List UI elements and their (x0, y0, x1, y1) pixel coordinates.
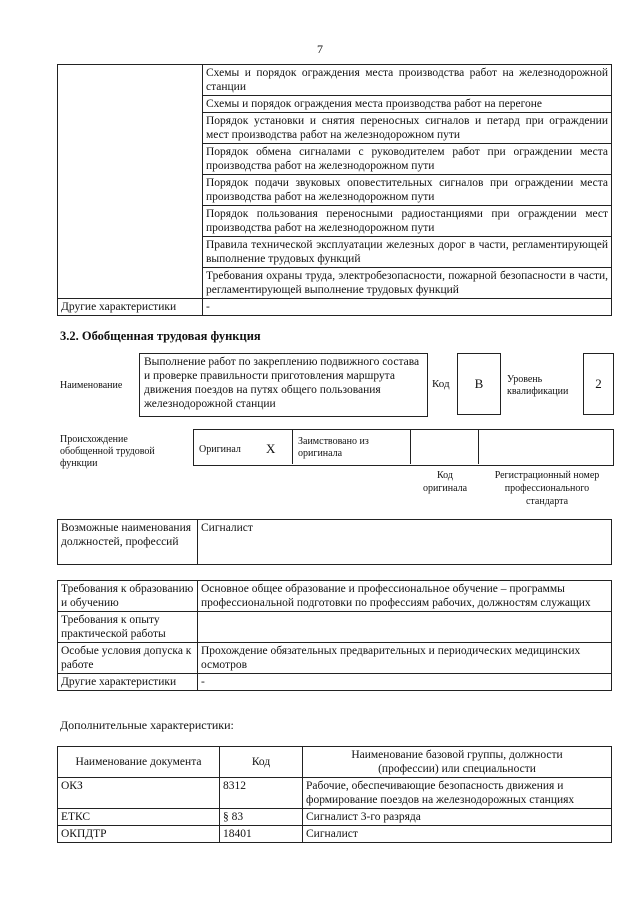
code-original-note: Код оригинала (422, 470, 468, 494)
table-cell: Порядок пользования переносными радиостанциями при ограждении мест производства работ на железнодорожном пути (203, 206, 612, 237)
req-value: Прохождение обязательных предварительных и периодических медицинских осмотров (198, 643, 612, 674)
positions-table (57, 519, 612, 565)
origin-label: Происхождение обобщенной трудовой функции (60, 434, 155, 469)
table-cell: Схемы и порядок ограждения места производства работ на железнодорожной станции (203, 65, 612, 96)
table-row (58, 778, 612, 809)
req-label: Требования к образованию и обучению (58, 581, 198, 612)
table-cell-empty (58, 65, 203, 299)
table-row (58, 65, 612, 96)
table-cell: Правила технической эксплуатации железных дорог в части, регламентирующей выполнение трудовых функций (203, 237, 612, 268)
table-row (58, 612, 612, 643)
req-label: Требования к опыту практической работы (58, 612, 198, 643)
name-cell: Сигналист 3-го разряда (303, 809, 612, 826)
table-row (58, 299, 612, 316)
code-cell: § 83 (220, 809, 303, 826)
additional-table (57, 746, 612, 843)
code-cell: 8312 (220, 778, 303, 809)
doc-cell: ОКЗ (58, 778, 220, 809)
req-value: - (198, 674, 612, 691)
function-name-box: Выполнение работ по закреплению подвижного состава и проверке правильности приготовления маршрута движения поездов на путях общего пользования железнодорожной станции (139, 353, 428, 417)
other-label: Другие характеристики (58, 299, 203, 316)
positions-value: Сигналист (198, 520, 612, 565)
table-row (58, 520, 612, 565)
level-value: 2 (583, 353, 614, 415)
divider (478, 429, 479, 464)
table-row (58, 674, 612, 691)
header-cell: Код (220, 747, 303, 778)
code-label: Код (432, 378, 450, 390)
original-mark: X (266, 441, 276, 456)
req-label: Другие характеристики (58, 674, 198, 691)
table-cell: Порядок обмена сигналами с руководителем работ при ограждении места производства работ на железнодорожном пути (203, 144, 612, 175)
table-row (58, 643, 612, 674)
table-row (58, 809, 612, 826)
page-number: 7 (317, 42, 323, 56)
req-label: Особые условия допуска к работе (58, 643, 198, 674)
table-cell: Порядок подачи звуковых оповестительных сигналов при ограждении места производства работ на железнодорожном пути (203, 175, 612, 206)
table-cell: Требования охраны труда, электробезопасности, пожарной безопасности в части, регламентирующей выполнение трудовых функций (203, 268, 612, 299)
level-label: Уровень квалификации (507, 374, 569, 397)
name-cell: Рабочие, обеспечивающие безопасность движения и формирование поездов на железнодорожных станциях (303, 778, 612, 809)
header-cell: Наименование документа (58, 747, 220, 778)
section-title: 3.2. Обобщенная трудовая функция (60, 329, 261, 343)
code-value: В (457, 353, 501, 415)
borrowed-label: Заимствовано из оригинала (298, 436, 369, 459)
doc-cell: ЕТКС (58, 809, 220, 826)
positions-label: Возможные наименования должностей, профессий (58, 520, 198, 565)
req-value (198, 612, 612, 643)
table-row (58, 826, 612, 843)
table-cell: Схемы и порядок ограждения места производства работ на перегоне (203, 96, 612, 113)
header-cell: Наименование базовой группы, должности (профессии) или специальности (303, 747, 612, 778)
name-label: Наименование (60, 380, 123, 391)
requirements-table (57, 580, 612, 691)
code-cell: 18401 (220, 826, 303, 843)
table-cell: Порядок установки и снятия переносных сигналов и петард при ограждении мест производства работ на железнодорожном пути (203, 113, 612, 144)
req-value: Основное общее образование и профессиональное обучение – программы профессиональной подготовки по профессиям рабочих, должностям служащих (198, 581, 612, 612)
table-row (58, 581, 612, 612)
reg-number-note: Регистрационный номер профессионального стандарта (494, 470, 600, 507)
doc-cell: ОКПДТР (58, 826, 220, 843)
original-label: Оригинал (199, 444, 241, 455)
other-value: - (203, 299, 612, 316)
table-header-row (58, 747, 612, 778)
additional-title: Дополнительные характеристики: (60, 718, 234, 732)
name-cell: Сигналист (303, 826, 612, 843)
knowledge-table (57, 64, 612, 316)
